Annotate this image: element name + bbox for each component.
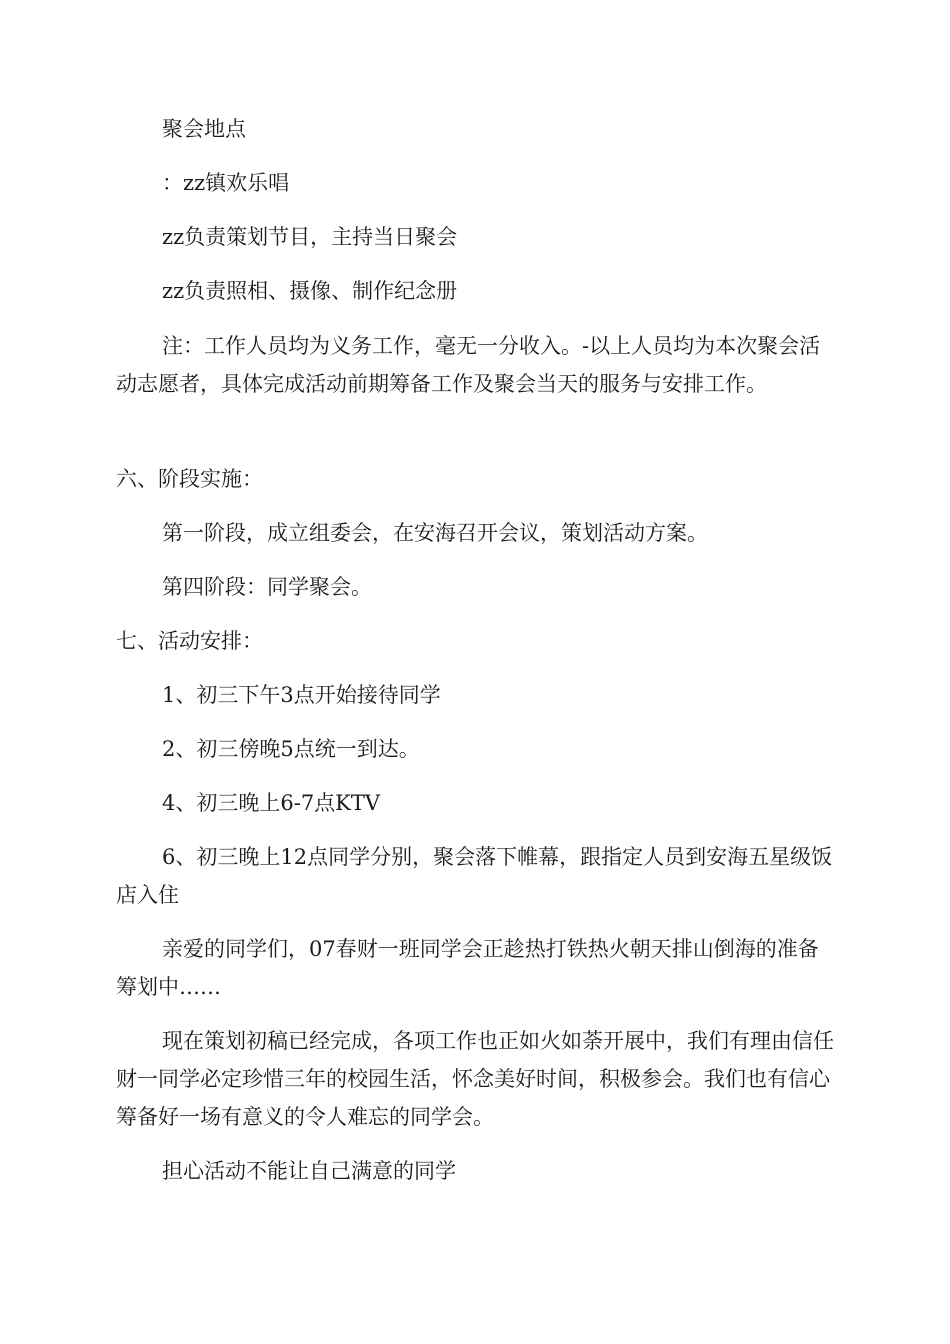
paragraph-note: 注：工作人员均为义务工作，毫无一分收入。-以上人员均为本次聚会活动志愿者，具体完成活动前期筹备工作及聚会当天的服务与安排工作。 [116,334,821,396]
section-heading-schedule: 七、活动安排： [116,629,263,653]
paragraph-venue-label: 聚会地点 [162,117,246,141]
paragraph-host: zz负责策划节目，主持当日聚会 [162,225,458,249]
paragraph-concern: 担心活动不能让自己满意的同学 [162,1159,456,1183]
schedule-item-6: 6、初三晚上12点同学分别，聚会落下帷幕，跟指定人员到安海五星级饭店入住 [116,845,833,907]
paragraph-stage-four: 第四阶段：同学聚会。 [162,575,372,599]
section-heading-stages: 六、阶段实施： [116,467,263,491]
schedule-item-2: 2、初三傍晚5点统一到达。 [162,737,420,761]
schedule-item-4: 4、初三晚上6-7点KTV [162,791,381,815]
paragraph-photo: zz负责照相、摄像、制作纪念册 [162,279,458,303]
paragraph-greeting: 亲爱的同学们，07春财一班同学会正趁热打铁热火朝天排山倒海的准备筹划中…… [116,937,819,999]
paragraph-stage-one: 第一阶段，成立组委会，在安海召开会议，策划活动方案。 [162,521,708,545]
paragraph-progress: 现在策划初稿已经完成，各项工作也正如火如荼开展中，我们有理由信任财一同学必定珍惜三年的校园生活，怀念美好时间，积极参会。我们也有信心筹备好一场有意义的令人难忘的同学会。 [116,1029,834,1129]
schedule-item-1: 1、初三下午3点开始接待同学 [162,683,441,707]
paragraph-venue: ：zz镇欢乐唱 [162,171,290,195]
